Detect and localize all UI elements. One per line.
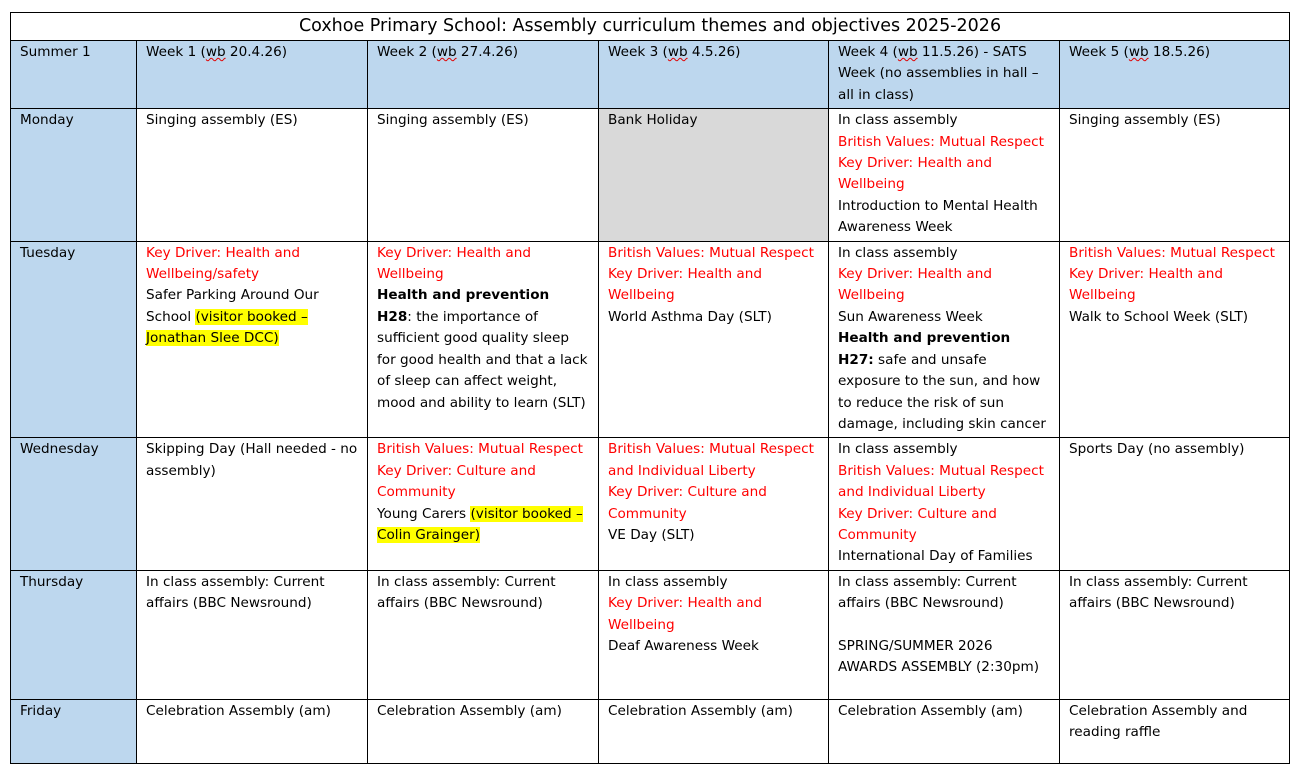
header-row [11,41,1290,109]
week-2-header: Week 2 (wb 27.4.26) [368,41,599,109]
assembly-table [10,12,1290,764]
thursday-week-5: In class assembly: Current affairs (BBC Newsround) [1060,570,1290,699]
monday-week-5: Singing assembly (ES) [1060,109,1290,241]
monday-week-2: Singing assembly (ES) [368,109,599,241]
day-label: Tuesday [11,241,137,438]
wednesday-week-4: In class assembly British Values: Mutual Respect and Individual Liberty Key Driver: Culture and Community International Day of Families [829,438,1060,570]
tuesday-week-5: British Values: Mutual Respect Key Driver: Health and Wellbeing Walk to School Week (SLT) [1060,241,1290,438]
wednesday-row [11,438,1290,570]
thursday-row [11,570,1290,699]
title-row [11,13,1290,41]
week-3-header: Week 3 (wb 4.5.26) [599,41,829,109]
week-4-header: Week 4 (wb 11.5.26) - SATS Week (no assemblies in hall – all in class) [829,41,1060,109]
tuesday-week-2: Key Driver: Health and Wellbeing Health and prevention H28: the importance of sufficient good quality sleep for good health and that a lack of sleep can affect weight, mood and ability to learn (SLT) [368,241,599,438]
friday-row [11,699,1290,763]
term-header: Summer 1 [11,41,137,109]
friday-week-3: Celebration Assembly (am) [599,699,829,763]
thursday-week-1: In class assembly: Current affairs (BBC Newsround) [137,570,368,699]
wednesday-week-5: Sports Day (no assembly) [1060,438,1290,570]
monday-row [11,109,1290,241]
friday-week-4: Celebration Assembly (am) [829,699,1060,763]
monday-week-4: In class assembly British Values: Mutual Respect Key Driver: Health and Wellbeing Introduction to Mental Health Awareness Week [829,109,1060,241]
day-label: Thursday [11,570,137,699]
day-label: Friday [11,699,137,763]
tuesday-week-4: In class assembly Key Driver: Health and Wellbeing Sun Awareness Week Health and prevention H27: safe and unsafe exposure to the sun, and how to reduce the risk of sun damage, including skin cancer [829,241,1060,438]
tuesday-week-1: Key Driver: Health and Wellbeing/safety Safer Parking Around Our School (visitor booked – Jonathan Slee DCC) [137,241,368,438]
wednesday-week-1: Skipping Day (Hall needed - no assembly) [137,438,368,570]
tuesday-week-3: British Values: Mutual Respect Key Driver: Health and Wellbeing World Asthma Day (SLT) [599,241,829,438]
monday-week-1: Singing assembly (ES) [137,109,368,241]
friday-week-2: Celebration Assembly (am) [368,699,599,763]
assembly-document [10,12,1289,764]
thursday-week-2: In class assembly: Current affairs (BBC Newsround) [368,570,599,699]
tuesday-row [11,241,1290,438]
document-title: Coxhoe Primary School: Assembly curriculum themes and objectives 2025-2026 [11,13,1290,41]
visitor-highlight: (visitor booked – Colin Grainger) [377,505,583,543]
wednesday-week-2: British Values: Mutual Respect Key Driver: Culture and Community Young Carers (visitor booked – Colin Grainger) [368,438,599,570]
wednesday-week-3: British Values: Mutual Respect and Individual Liberty Key Driver: Culture and Community VE Day (SLT) [599,438,829,570]
day-label: Monday [11,109,137,241]
day-label: Wednesday [11,438,137,570]
friday-week-1: Celebration Assembly (am) [137,699,368,763]
week-5-header: Week 5 (wb 18.5.26) [1060,41,1290,109]
thursday-week-3: In class assembly Key Driver: Health and Wellbeing Deaf Awareness Week [599,570,829,699]
thursday-week-4: In class assembly: Current affairs (BBC Newsround) SPRING/SUMMER 2026 AWARDS ASSEMBLY (2:30pm) [829,570,1060,699]
week-1-header: Week 1 (wb 20.4.26) [137,41,368,109]
friday-week-5: Celebration Assembly and reading raffle [1060,699,1290,763]
monday-week-3: Bank Holiday [599,109,829,241]
visitor-highlight: (visitor booked – Jonathan Slee DCC) [146,308,308,347]
